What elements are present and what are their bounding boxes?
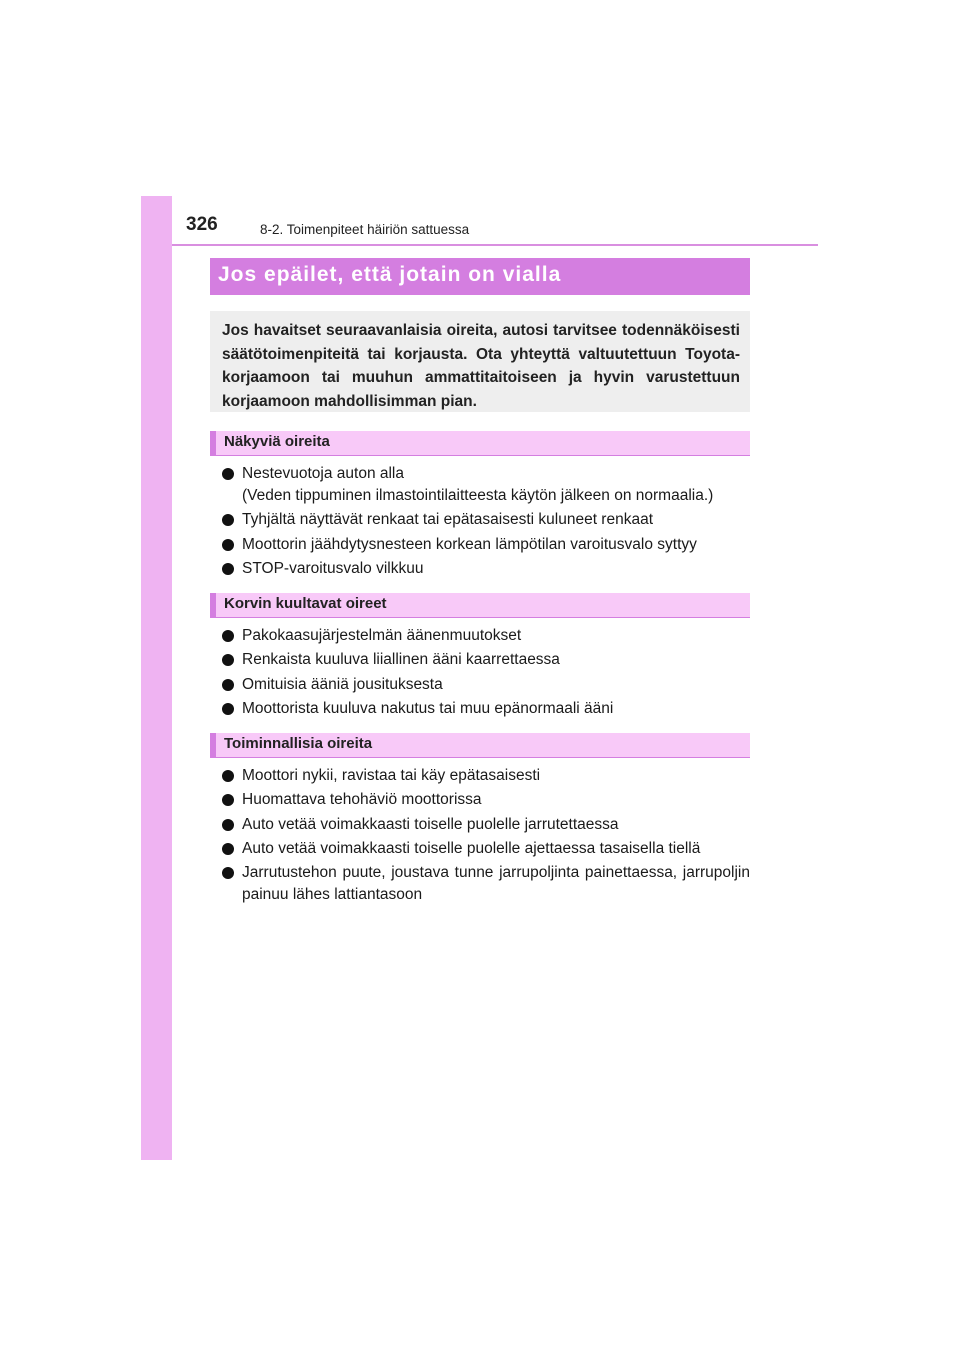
bullet-icon [222, 819, 234, 831]
list-item [222, 463, 750, 507]
list-item-text: Nestevuotoja auton alla [242, 465, 405, 482]
bullet-icon [222, 867, 234, 879]
header-color-block [141, 196, 172, 244]
functional-symptoms-list [222, 765, 750, 908]
subheading-label: Toiminnallisia oireita [224, 735, 373, 752]
bullet-icon [222, 794, 234, 806]
intro-text: Jos havaitset seuraavanlaisia oireita, autosi tarvitsee todennäköisesti säätötoimenpiteitä tai korjausta. Ota yhteyttä valtuutettuun Toyota-korjaamoon tai muuhun ammattitaitoiseen ja hyvin varustettuun korjaamoon mahdollisimman pian. [222, 322, 740, 410]
section-title: 8-2. Toimenpiteet häiriön sattuessa [260, 222, 470, 237]
bullet-icon [222, 770, 234, 782]
bullet-icon [222, 468, 234, 480]
subheading-visible-symptoms [210, 431, 750, 456]
bullet-icon [222, 630, 234, 642]
list-item-text: STOP-varoitusvalo vilkkuu [242, 559, 424, 577]
bullet-icon [222, 514, 234, 526]
list-item-text: Huomattava tehohäviö moottorissa [242, 791, 482, 809]
list-item [222, 674, 750, 696]
bullet-icon [222, 843, 234, 855]
bullet-icon [222, 563, 234, 575]
subheading-functional-symptoms [210, 733, 750, 758]
list-item [222, 838, 750, 860]
list-item-text: Moottori nykii, ravistaa tai käy epätasaisesti [242, 767, 541, 784]
visible-symptoms-list [222, 463, 750, 582]
list-item-text: Auto vetää voimakkaasti toiselle puolelle ajettaessa tasaisella tiellä [242, 839, 701, 857]
bullet-icon [222, 679, 234, 691]
bullet-icon [222, 703, 234, 715]
list-item [222, 765, 750, 787]
page-number: 326 [186, 214, 218, 235]
list-item-text: Auto vetää voimakkaasti toiselle puolelle jarrutettaessa [242, 815, 619, 833]
list-item-text: Renkaista kuuluva liiallinen ääni kaarrettaessa [242, 651, 560, 669]
chapter-side-tab [141, 196, 172, 1160]
list-item-text: Omituisia ääniä jousituksesta [242, 675, 443, 693]
list-item [222, 789, 750, 811]
header-divider [172, 244, 818, 246]
list-item-text: Tyhjältä näyttävät renkaat tai epätasaisesti kuluneet renkaat [242, 511, 653, 529]
list-item [222, 534, 750, 556]
bullet-icon [222, 654, 234, 666]
intro-box [210, 311, 750, 412]
list-item [222, 698, 750, 720]
list-item-text: Moottorista kuuluva nakutus tai muu epänormaali ääni [242, 699, 614, 717]
list-item-text: Pakokaasujärjestelmän äänenmuutokset [242, 627, 522, 644]
list-item [222, 814, 750, 836]
bullet-icon [222, 539, 234, 551]
audible-symptoms-list [222, 625, 750, 722]
subheading-label: Korvin kuultavat oireet [224, 595, 387, 612]
list-item [222, 509, 750, 531]
list-item [222, 625, 750, 647]
list-item-text: Jarrutustehon puute, joustava tunne jarrupoljinta painettaessa, jarrupoljin painuu lähes lattiantasoon [242, 864, 750, 904]
page-title-bar [210, 258, 750, 295]
list-item-note: (Veden tippuminen ilmastointilaitteesta käytön jälkeen on normaalia.) [242, 487, 714, 504]
list-item-text: Moottorin jäähdytysnesteen korkean lämpötilan varoitusvalo syttyy [242, 535, 697, 553]
subheading-label: Näkyviä oireita [224, 433, 330, 450]
page-title: Jos epäilet, että jotain on vialla [218, 263, 562, 286]
list-item [222, 558, 750, 580]
subheading-audible-symptoms [210, 593, 750, 618]
list-item [222, 649, 750, 671]
list-item [222, 862, 750, 906]
